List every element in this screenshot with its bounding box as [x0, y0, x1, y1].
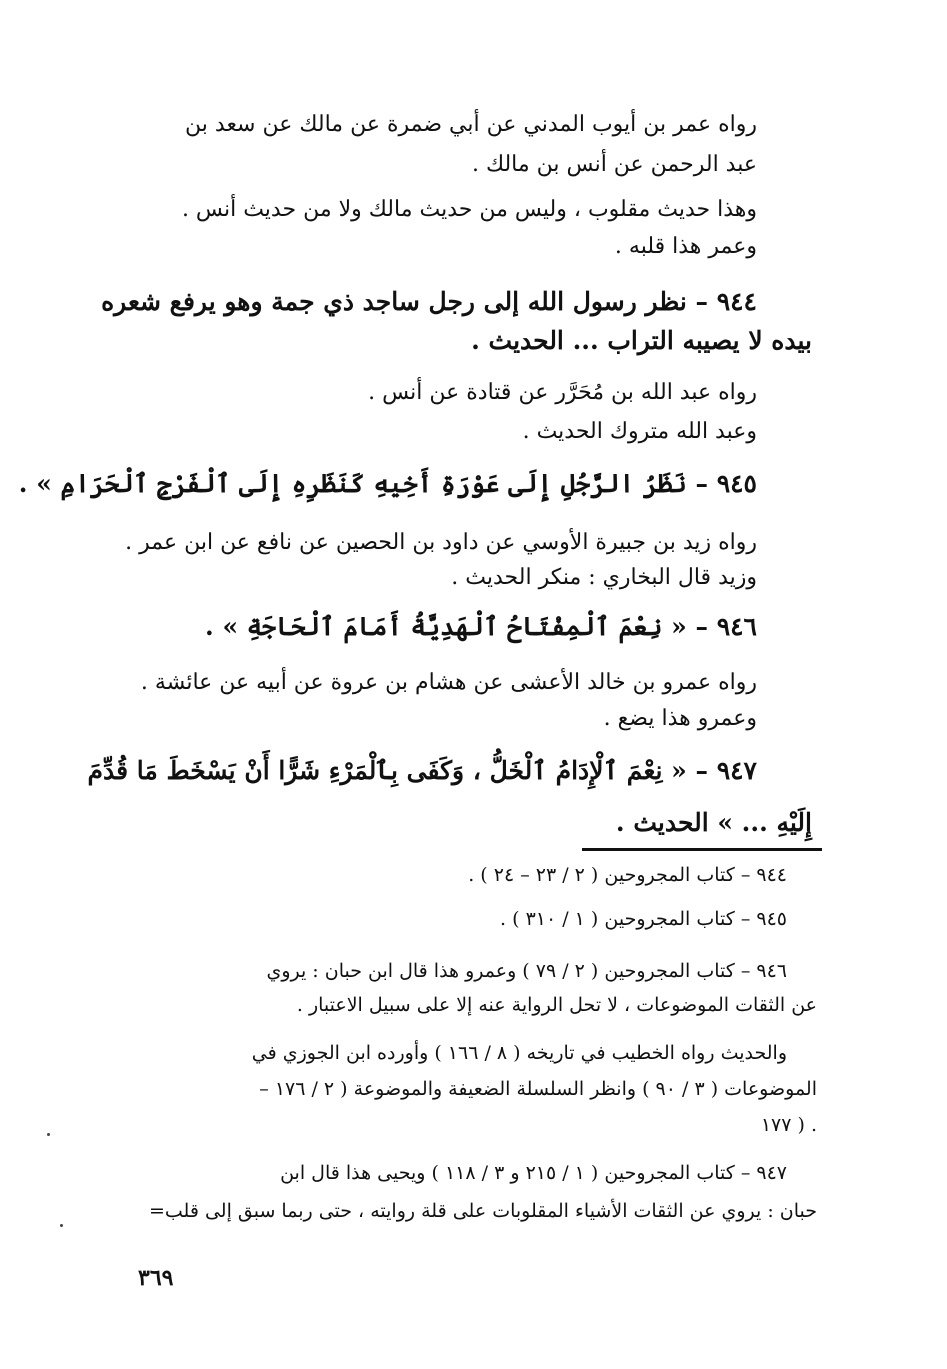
hadith-945: ٩٤٥ – نَظَرُ الرَّجُلِ إِلَى عَوْرَةِ أَخِيهِ كَنَظَرِهِ إِلَى ٱلْفَرْجِ ٱلْحَرَامِ » .	[18, 469, 757, 498]
footnote-946-line-1: ٩٤٦ – كتاب المجروحين ( ٢ / ٧٩ ) وعمرو هذا قال ابن حبان : يروي	[266, 960, 787, 982]
footnote-944: ٩٤٤ – كتاب المجروحين ( ٢ / ٢٣ – ٢٤ ) .	[468, 864, 787, 886]
hadith-944-line-1: ٩٤٤ – نظر رسول الله إلى رجل ساجد ذي جمة وهو يرفع شعره	[101, 287, 757, 316]
body-line-7: رواه زيد بن جبيرة الأوسي عن داود بن الحصين عن نافع عن ابن عمر .	[125, 530, 757, 555]
footnote-separator	[582, 848, 822, 851]
body-line-3: وهذا حديث مقلوب ، وليس من حديث مالك ولا من حديث أنس .	[181, 197, 757, 222]
footnote-946-line-3: والحديث رواه الخطيب في تاريخه ( ٨ / ١٦٦ ) وأورده ابن الجوزي في	[251, 1042, 787, 1064]
scan-speck	[60, 1224, 63, 1227]
footnote-947-line-2: حبان : يروي عن الثقات الأشياء المقلوبات على قلة روايته ، حتى ربما سبق إلى قلب=	[148, 1200, 817, 1222]
body-line-8: وزيد قال البخاري : منكر الحديث .	[451, 565, 757, 590]
body-line-10: وعمرو هذا يضع .	[603, 706, 757, 731]
body-line-4: وعمر هذا قلبه .	[614, 234, 757, 259]
body-line-6: وعبد الله متروك الحديث .	[522, 419, 757, 444]
hadith-947-line-1: ٩٤٧ – « نِعْمَ ٱلْإِدَامُ ٱلْخَلُّ ، وَكَفَى بِٱلْمَرْءِ شَرًّا أَنْ يَسْخَطَ مَا قُدِّمَ	[87, 756, 757, 785]
page-number: ٣٦٩	[138, 1265, 174, 1291]
scan-speck	[47, 1133, 50, 1136]
hadith-944-line-2: بيده لا يصيبه التراب ... الحديث .	[471, 326, 812, 355]
footnote-946-line-5: ١٧٧ ) .	[760, 1114, 817, 1136]
hadith-947-line-2: إِلَيْهِ ... » الحديث .	[615, 808, 812, 837]
hadith-946: ٩٤٦ – « نِعْمَ ٱلْمِفْتَاحُ ٱلْهَدِيَّةُ أَمَامَ ٱلْحَاجَةِ » .	[205, 612, 757, 641]
footnote-946-line-2: عن الثقات الموضوعات ، لا تحل الرواية عنه إلا على سبيل الاعتبار .	[296, 994, 817, 1016]
footnote-947-line-1: ٩٤٧ – كتاب المجروحين ( ١ / ٢١٥ و ٣ / ١١٨ ) ويحيى هذا قال ابن	[280, 1162, 787, 1184]
footnote-945: ٩٤٥ – كتاب المجروحين ( ١ / ٣١٠ ) .	[500, 908, 787, 930]
footnote-946-line-4: الموضوعات ( ٣ / ٩٠ ) وانظر السلسلة الضعيفة والموضوعة ( ٢ / ١٧٦ –	[259, 1078, 817, 1100]
body-line-5: رواه عبد الله بن مُحَرَّر عن قتادة عن أنس .	[368, 380, 757, 405]
body-line-1: رواه عمر بن أيوب المدني عن أبي ضمرة عن مالك عن سعد بن	[185, 112, 757, 137]
body-line-9: رواه عمرو بن خالد الأعشى عن هشام بن عروة عن أبيه عن عائشة .	[140, 670, 757, 695]
body-line-2: عبد الرحمن عن أنس بن مالك .	[471, 152, 757, 177]
